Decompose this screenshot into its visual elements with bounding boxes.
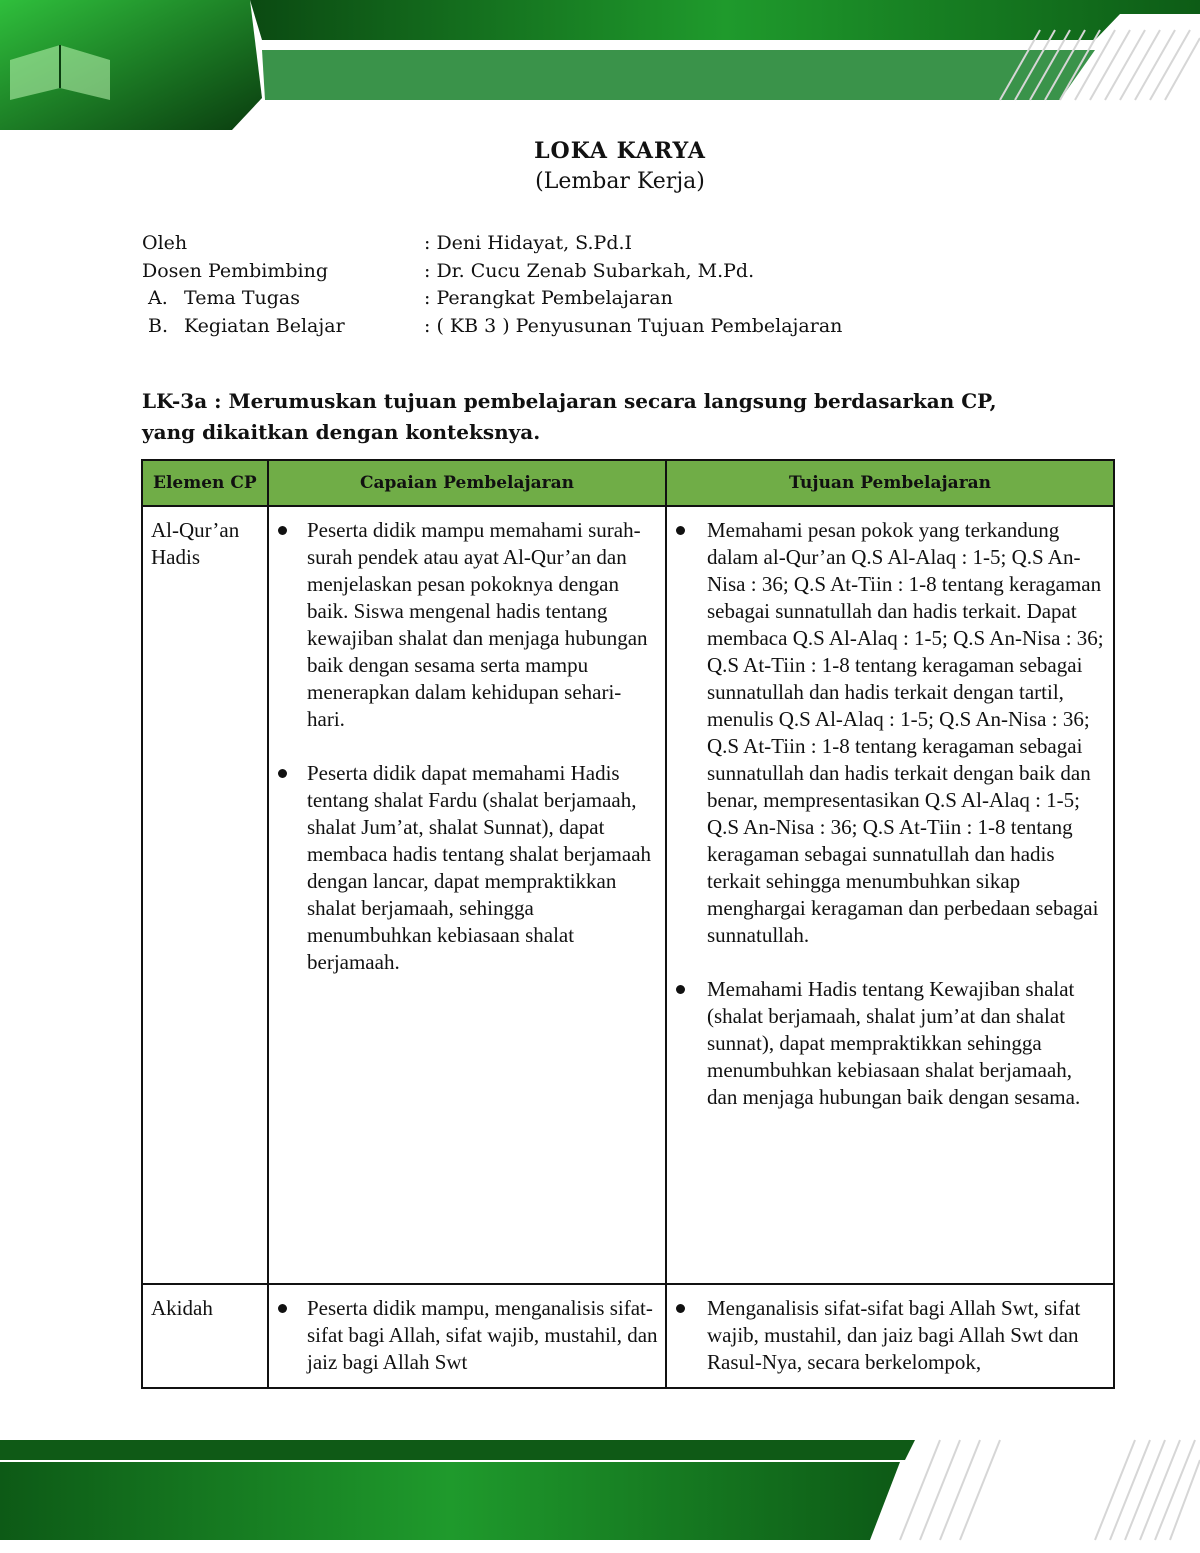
list-item-text: Menganalisis sifat-sifat bagi Allah Swt, sifat wajib, mustahil, dan jaiz bagi Allah Swt dan Rasul-Nya, secara berkelompok,	[707, 1296, 1081, 1374]
bullet-icon	[278, 769, 287, 778]
table-row	[142, 1284, 1114, 1388]
list-item	[277, 760, 659, 976]
meta-label	[142, 285, 424, 313]
task-instruction: LK-3a : Merumuskan tujuan pembelajaran secara langsung berdasarkan CP, yang dikaitkan dengan konteksnya.	[142, 389, 997, 444]
capaian-cell	[268, 1284, 666, 1388]
list-item	[675, 976, 1107, 1111]
meta-label: Oleh	[142, 232, 188, 254]
meta-value: : Dr. Cucu Zenab Subarkah, M.Pd.	[424, 259, 755, 282]
meta-label: Dosen Pembimbing	[142, 259, 329, 282]
bullet-icon	[676, 526, 685, 535]
elemen-cell: Al-Qur’an Hadis	[142, 506, 268, 1284]
meta-row-activity	[142, 313, 842, 341]
table-row	[142, 506, 1114, 1284]
bullet-icon	[676, 1304, 685, 1313]
meta-row-theme	[142, 285, 842, 313]
meta-label-text: Kegiatan Belajar	[184, 314, 345, 337]
elemen-cell: Akidah	[142, 1284, 268, 1388]
footer-decoration	[0, 1430, 1200, 1553]
list-item-text: Peserta didik dapat memahami Hadis tentang shalat Fardu (shalat berjamaah, shalat Jum’at, shalat Sunnat), dapat membaca hadis tentang shalat berjamaah dengan lancar, dapat mempraktikkan shalat berjamaah, sehingga menumbuhkan kebiasaan shalat berjamaah.	[307, 761, 652, 974]
meta-row-author	[142, 230, 842, 258]
header-decoration	[0, 0, 1200, 135]
bullet-icon	[278, 1304, 287, 1313]
document-subtitle: (Lembar Kerja)	[535, 169, 705, 194]
list-item-text: Peserta didik mampu, menganalisis sifat-sifat bagi Allah, sifat wajib, mustahil, dan jaiz bagi Allah Swt	[307, 1296, 658, 1374]
worksheet-table	[141, 459, 1115, 1389]
list-item-text: Peserta didik mampu memahami surah-surah pendek atau ayat Al-Qur’an dan menjelaskan pesan pokoknya dengan baik. Siswa mengenal hadis tentang kewajiban shalat dan menjaga hubungan baik dengan sesama serta mampu menerapkan dalam kehidupan sehari-hari.	[307, 518, 648, 731]
tujuan-cell	[666, 506, 1114, 1284]
list-item	[277, 517, 659, 733]
meta-value: : ( KB 3 ) Penyusunan Tujuan Pembelajaran	[424, 314, 843, 337]
document-title: LOKA KARYA	[534, 138, 706, 164]
meta-info	[142, 230, 842, 340]
title-block	[0, 136, 1200, 198]
list-item	[675, 517, 1107, 949]
column-header: Capaian Pembelajaran	[268, 460, 666, 506]
list-item	[277, 1295, 659, 1376]
meta-label	[142, 313, 424, 341]
capaian-cell	[268, 506, 666, 1284]
bullet-icon	[676, 985, 685, 994]
meta-letter: A.	[148, 287, 168, 309]
column-header: Elemen CP	[142, 460, 268, 506]
bullet-icon	[278, 526, 287, 535]
meta-value: : Perangkat Pembelajaran	[424, 287, 673, 309]
column-header: Tujuan Pembelajaran	[666, 460, 1114, 506]
table-header-row	[142, 460, 1114, 506]
list-item-text: Memahami pesan pokok yang terkandung dalam al-Qur’an Q.S Al-Alaq : 1-5; Q.S An-Nisa : 36; Q.S At-Tiin : 1-8 tentang keragaman sebagai sunnatullah dan hadis terkait. Dapat membaca Q.S Al-Alaq : 1-5; Q.S An-Nisa : 36; Q.S At-Tiin : 1-8 tentang keragaman sebagai sunnatullah dan hadis terkait dengan tartil, menulis Q.S Al-Alaq : 1-5; Q.S An-Nisa : 36; Q.S At-Tiin : 1-8 tentang keragaman sebagai sunnatullah dan hadis terkait dengan baik dan benar, mempresentasikan Q.S Al-Alaq : 1-5; Q.S An-Nisa : 36; Q.S At-Tiin : 1-8 tentang keragaman sebagai sunnatullah dan hadis terkait sehingga menumbuhkan sikap menghargai keragaman dan perbedaan sebagai sunnatullah.	[707, 518, 1104, 947]
meta-row-supervisor	[142, 258, 842, 286]
tujuan-cell	[666, 1284, 1114, 1388]
meta-label-text: Tema Tugas	[184, 287, 300, 309]
list-item	[675, 1295, 1107, 1376]
list-item-text: Memahami Hadis tentang Kewajiban shalat (shalat berjamaah, shalat jum’at dan shalat sunnat), dapat mempraktikkan sehingga menumbuhkan kebiasaan shalat berjamaah, dan menjaga hubungan baik dengan sesama.	[707, 977, 1081, 1109]
meta-letter: B.	[148, 314, 169, 337]
meta-value: : Deni Hidayat, S.Pd.I	[424, 232, 633, 254]
